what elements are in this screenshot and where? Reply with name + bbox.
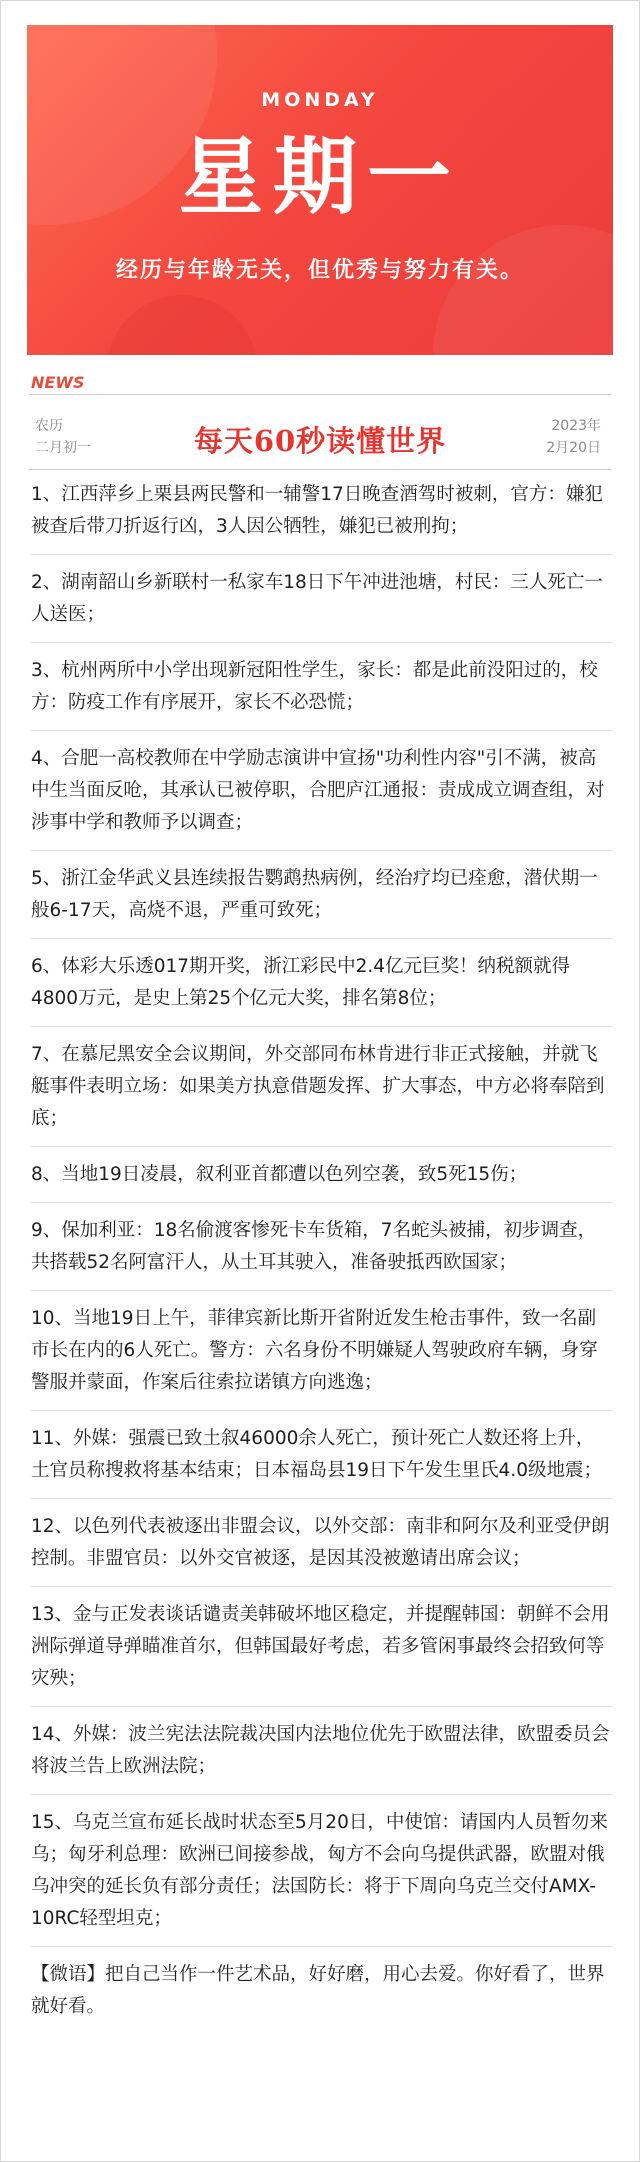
item-divider <box>31 1794 611 1795</box>
banner-decoration <box>433 225 613 355</box>
item-divider <box>31 938 611 939</box>
news-item: 5、浙江金华武义县连续报告鹦鹉热病例，经治疗均已痊愈，潜伏期一般6-17天，高烧不退，严重可致死； <box>31 868 598 921</box>
item-divider <box>31 1586 611 1587</box>
news-item: 6、体彩大乐透017期开奖，浙江彩民中2.4亿元巨奖！纳税额就得4800万元，是史上第25个亿元大奖，排名第8位； <box>31 956 571 1009</box>
news-item: 2、湖南韶山乡新联村一私家车18日下午冲进池塘，村民：三人死亡一人送医； <box>31 572 603 625</box>
date-year: 2023年 <box>551 418 601 434</box>
gregorian-date <box>546 415 601 459</box>
item-divider <box>31 1706 611 1707</box>
divider <box>29 394 611 395</box>
news-item: 9、保加利亚：18名偷渡客惨死卡车货箱，7名蛇头被捕，初步调查，共搭载52名阿富汗人，从土耳其驶入，准备驶抵西欧国家； <box>31 1220 597 1273</box>
banner-decoration <box>107 295 257 355</box>
news-item: 11、外媒：强震已致土叙46000余人死亡，预计死亡人数还将上升，土官员称搜救将基本结束；日本福岛县19日下午发生里氏4.0级地震； <box>31 1428 602 1481</box>
item-divider <box>31 554 611 555</box>
news-list <box>31 479 611 2023</box>
item-divider <box>31 1290 611 1291</box>
weekday-english: MONDAY <box>261 89 379 111</box>
item-divider <box>31 642 611 643</box>
item-divider <box>31 1202 611 1203</box>
weekday-chinese: 星期一 <box>178 127 461 226</box>
news-item: 4、合肥一高校教师在中学励志演讲中宣扬"功利性内容"引不满，被高中生当面反呛，其承认已被停职，合肥庐江通报：责成成立调查组，对涉事中学和教师予以调查； <box>31 748 605 833</box>
item-divider <box>31 730 611 731</box>
item-divider <box>31 1946 611 1947</box>
news-item: 15、乌克兰宣布延长战时状态至5月20日，中使馆：请国内人员暂勿来乌；匈牙利总理：欧洲已间接参战，匈方不会向乌提供武器，欧盟对俄乌冲突的延长负有部分责任；法国防长：将于下周向乌克兰交付AMX-10RC轻型坦克； <box>31 1812 608 1929</box>
item-divider <box>31 850 611 851</box>
daily-quote: 【微语】把自己当作一件艺术品，好好磨，用心去爱。你好看了，世界就好看。 <box>31 1964 605 2017</box>
lunar-label: 农历 <box>35 418 63 434</box>
news-tag: NEWS <box>31 373 85 392</box>
news-item: 12、以色列代表被逐出非盟会议，以外交部：南非和阿尔及利亚受伊朗控制。非盟官员：以外交官被逐，是因其没被邀请出席会议； <box>31 1516 610 1569</box>
news-item: 7、在慕尼黑安全会议期间，外交部同布林肯进行非正式接触，并就飞艇事件表明立场：如果美方执意借题发挥、扩大事态，中方必将奉陪到底； <box>31 1044 605 1129</box>
news-item: 14、外媒：波兰宪法法院裁决国内法地位优先于欧盟法律，欧盟委员会将波兰告上欧洲法院； <box>31 1724 610 1777</box>
item-divider <box>31 1498 611 1499</box>
header-banner <box>27 25 613 355</box>
date-month-day: 2月20日 <box>546 440 601 456</box>
news-item: 10、当地19日上午，菲律宾新比斯开省附近发生枪击事件，致一名副市长在内的6人死亡。警方：六名身份不明嫌疑人驾驶政府车辆，身穿警服并蒙面，作案后往索拉诺镇方向逃逸； <box>31 1308 598 1393</box>
lunar-day: 二月初一 <box>35 440 91 456</box>
news-item: 3、杭州两所中小学出现新冠阳性学生，家长：都是此前没阳过的，校方：防疫工作有序展开，家长不必恐慌； <box>31 660 598 713</box>
news-item: 13、金与正发表谈话谴责美韩破坏地区稳定，并提醒韩国：朝鲜不会用洲际弹道导弹瞄准首尔，但韩国最好考虑，若多管闲事最终会招致何等灾殃； <box>31 1604 610 1689</box>
item-divider <box>31 1410 611 1411</box>
divider <box>29 469 611 470</box>
banner-slogan: 经历与年龄无关，但优秀与努力有关。 <box>115 258 524 283</box>
page-title: 每天60秒读懂世界 <box>193 424 447 458</box>
item-divider <box>31 1026 611 1027</box>
item-divider <box>31 1146 611 1147</box>
news-item: 8、当地19日凌晨，叙利亚首都遭以色列空袭，致5死15伤； <box>31 1164 528 1185</box>
news-item: 1、江西萍乡上栗县两民警和一辅警17日晚查酒驾时被刺，官方：嫌犯被查后带刀折返行凶，3人因公牺牲，嫌犯已被刑拘； <box>31 484 603 537</box>
